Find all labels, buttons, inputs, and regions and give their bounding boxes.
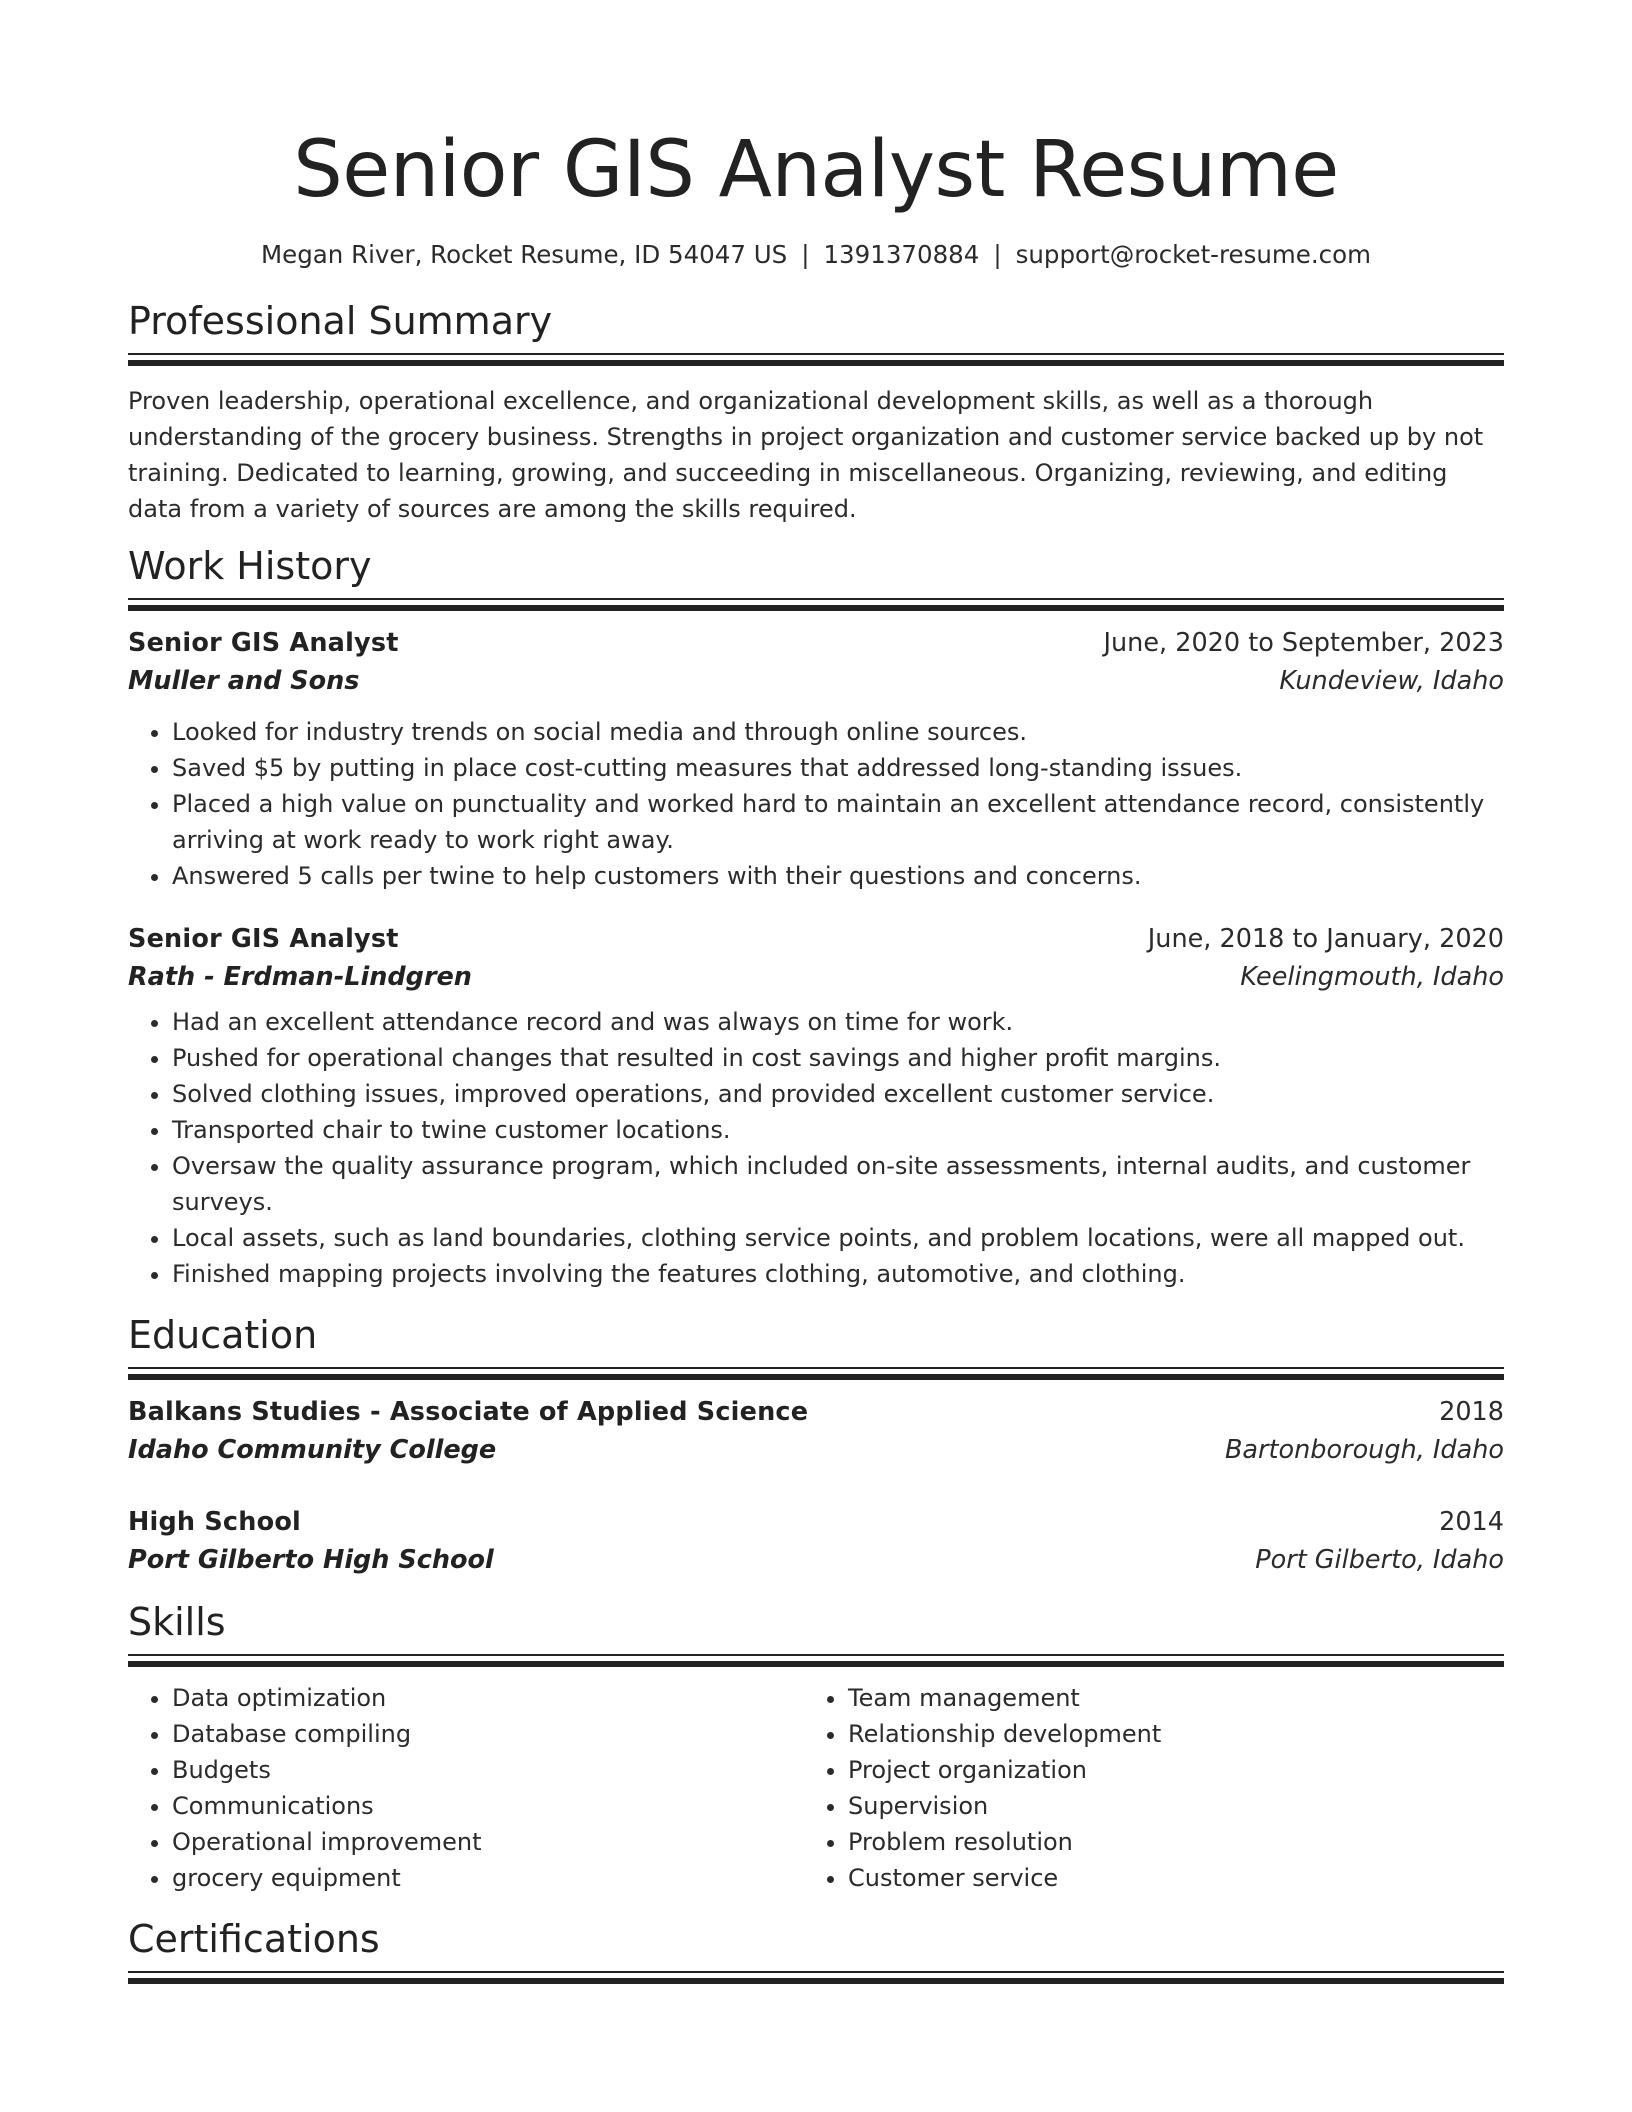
skills-section [128, 1599, 1504, 1896]
skill-item: • Customer service [848, 1860, 1480, 1896]
education-school: Port Gilberto High School [128, 1545, 494, 1575]
summary-heading: Professional Summary [128, 299, 553, 343]
job-bullets [128, 1004, 1504, 1292]
job-entry [128, 920, 1504, 1292]
resume-title: Senior GIS Analyst Resume [293, 125, 1339, 215]
skill-item: • Team management [848, 1680, 1480, 1716]
job-location: Kundeview, Idaho [1279, 666, 1504, 696]
job-company: Muller and Sons [128, 666, 360, 696]
job-company: Rath - Erdman-Lindgren [128, 962, 472, 992]
section-divider [128, 1654, 1504, 1666]
job-bullet: • Transported chair to twine customer locations. [172, 1112, 1504, 1148]
skill-item: • Data optimization [172, 1680, 804, 1716]
work-history-section [128, 543, 1504, 1292]
contact-separator: | [801, 240, 810, 269]
education-year: 2018 [1439, 1397, 1504, 1427]
education-entry [128, 1503, 1504, 1579]
job-dates: June, 2018 to January, 2020 [1147, 924, 1504, 954]
summary-text: Proven leadership, operational excellence, and organizational development skills, as well as a thorough understanding of the grocery business. Strengths in project organization and customer service backed up by not training. Dedicated to learning, growing, and succeeding in miscellaneous. Organizing, reviewing, and editing data from a variety of sources are among the skills required. [128, 387, 1484, 523]
contact-line [128, 238, 1504, 272]
contact-email: support@rocket-resume.com [1015, 240, 1371, 269]
skills-list-right [804, 1680, 1480, 1896]
summary-section [128, 298, 1504, 527]
job-bullet: • Looked for industry trends on social media and through online sources. [172, 714, 1504, 750]
job-bullets [128, 714, 1504, 894]
job-bullet: • Solved clothing issues, improved operations, and provided excellent customer service. [172, 1076, 1504, 1112]
certifications-heading: Certifications [128, 1917, 380, 1961]
section-divider [128, 1367, 1504, 1379]
job-bullet: • Had an excellent attendance record and was always on time for work. [172, 1004, 1504, 1040]
education-degree: High School [128, 1507, 301, 1537]
job-bullet: • Placed a high value on punctuality and worked hard to maintain an excellent attendance record, consistently arriving at work ready to work right away. [172, 786, 1504, 858]
education-section [128, 1312, 1504, 1579]
job-location: Keelingmouth, Idaho [1240, 962, 1504, 992]
education-year: 2014 [1439, 1507, 1504, 1537]
skill-item: • Problem resolution [848, 1824, 1480, 1860]
job-title: Senior GIS Analyst [128, 628, 399, 658]
education-entry [128, 1393, 1504, 1469]
education-location: Port Gilberto, Idaho [1255, 1545, 1504, 1575]
skill-item: • Communications [172, 1788, 804, 1824]
job-bullet: • Local assets, such as land boundaries, clothing service points, and problem locations, were all mapped out. [172, 1220, 1504, 1256]
job-bullet: • Finished mapping projects involving the features clothing, automotive, and clothing. [172, 1256, 1504, 1292]
contact-phone: 1391370884 [823, 240, 980, 269]
job-dates: June, 2020 to September, 2023 [1103, 628, 1504, 658]
section-divider [128, 353, 1504, 365]
education-degree: Balkans Studies - Associate of Applied Science [128, 1397, 809, 1427]
job-bullet: • Oversaw the quality assurance program, which included on-site assessments, internal audits, and customer surveys. [172, 1148, 1504, 1220]
job-bullet: • Pushed for operational changes that resulted in cost savings and higher profit margins. [172, 1040, 1504, 1076]
skills-columns [128, 1666, 1504, 1896]
resume-page [128, 0, 1504, 1983]
skills-list-left [128, 1680, 804, 1896]
contact-address: Megan River, Rocket Resume, ID 54047 US [261, 240, 788, 269]
certifications-section [128, 1916, 1504, 1983]
skill-item: • Project organization [848, 1752, 1480, 1788]
skill-item: • Database compiling [172, 1716, 804, 1752]
skill-item: • Budgets [172, 1752, 804, 1788]
skill-item: • grocery equipment [172, 1860, 804, 1896]
skills-heading: Skills [128, 1600, 226, 1644]
job-bullet: • Answered 5 calls per twine to help customers with their questions and concerns. [172, 858, 1504, 894]
job-bullet: • Saved $5 by putting in place cost-cutting measures that addressed long-standing issues. [172, 750, 1504, 786]
skill-item: • Operational improvement [172, 1824, 804, 1860]
job-entry [128, 624, 1504, 894]
education-heading: Education [128, 1313, 318, 1357]
education-school: Idaho Community College [128, 1435, 497, 1465]
skill-item: • Relationship development [848, 1716, 1480, 1752]
section-divider [128, 598, 1504, 610]
job-title: Senior GIS Analyst [128, 924, 399, 954]
skill-item: • Supervision [848, 1788, 1480, 1824]
education-location: Bartonborough, Idaho [1224, 1435, 1504, 1465]
work-history-heading: Work History [128, 544, 372, 588]
section-divider [128, 1971, 1504, 1983]
contact-separator: | [993, 240, 1002, 269]
